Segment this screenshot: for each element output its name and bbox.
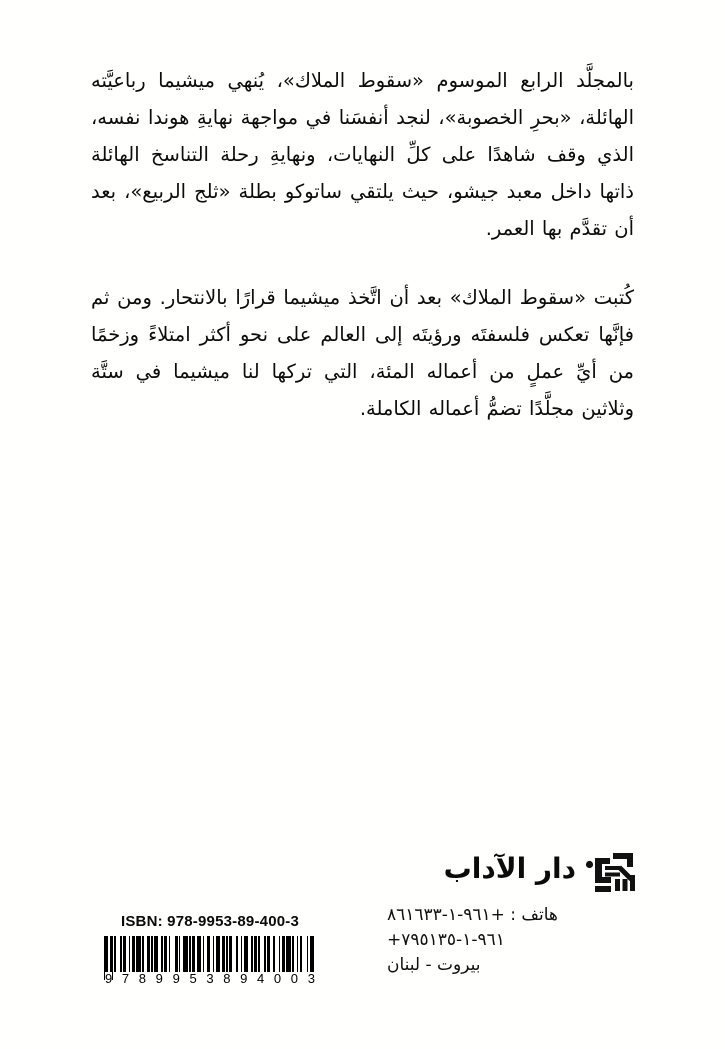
isbn-block: [100, 913, 320, 992]
barcode-digit: 9: [172, 971, 180, 986]
barcode-digit: 8: [223, 971, 231, 986]
dar-al-adab-kufic-logo-icon: [585, 847, 637, 895]
barcode-digit: 3: [206, 971, 214, 986]
barcode-digit: 5: [189, 971, 197, 986]
phone-label: هاتف :: [510, 905, 558, 925]
blurb-paragraph-2: كُتبت «سقوط الملاك» بعد أن اتَّخذ ميشيما قرارًا بالانتحار. ومن ثم فإنَّها تعكس فلسفتَه ورؤيتَه إلى العالم على نحو أكثر امتلاءً وزخمًا من أيِّ عملٍ من أعماله المئة، التي تركها لنا ميشيما في ستَّة وثلاثين مجلَّدًا تضمُّ أعماله الكاملة.: [91, 286, 634, 420]
publisher-location: بيروت - لبنان: [387, 955, 481, 975]
barcode-digit: 3: [307, 971, 315, 986]
publisher-block: [387, 845, 637, 978]
barcode-digit: 0: [290, 971, 299, 986]
back-cover-blurb: [91, 62, 634, 427]
isbn-barcode: [104, 936, 316, 992]
blurb-paragraph-1: بالمجلَّد الرابع الموسوم «سقوط الملاك»، يُنهي ميشيما رباعيَّته الهائلة، «بحرِ الخصوبة»، لنجد أنفسَنا في مواجهة نهايةِ هوندا نفسه، الذي وقف شاهدًا على كلِّ النهايات، ونهايةِ رحلة التناسخ الهائلة ذاتها داخل معبد جيشو، حيث يلتقي ساتوكو بطلة «ثلج الربيع»، بعد أن تقدَّم بها العمر.: [91, 69, 634, 240]
publisher-phone-line-1: [387, 903, 637, 928]
barcode-digit: 0: [273, 971, 282, 986]
barcode-digit: 8: [138, 971, 147, 986]
publisher-contact-lines: [387, 903, 637, 978]
barcode-digit: 9: [240, 971, 248, 986]
isbn-text: ISBN: 978-9953-89-400-3: [120, 913, 300, 930]
barcode-digits: [104, 972, 316, 986]
barcode-digit: 9: [155, 971, 163, 986]
barcode-space: [314, 936, 315, 972]
publisher-name: دار الآداب: [443, 852, 576, 885]
publisher-identity-row: [387, 845, 637, 897]
barcode-digit: 9: [105, 971, 113, 986]
phone-number-1: +٩٦١-١-٨٦١٦٣٣: [387, 905, 505, 925]
barcode-digit: 7: [121, 971, 130, 986]
publisher-phone-line-2: +٩٦١-١-٧٩٥١٣٥: [387, 930, 505, 950]
barcode-digit: 4: [257, 971, 265, 986]
